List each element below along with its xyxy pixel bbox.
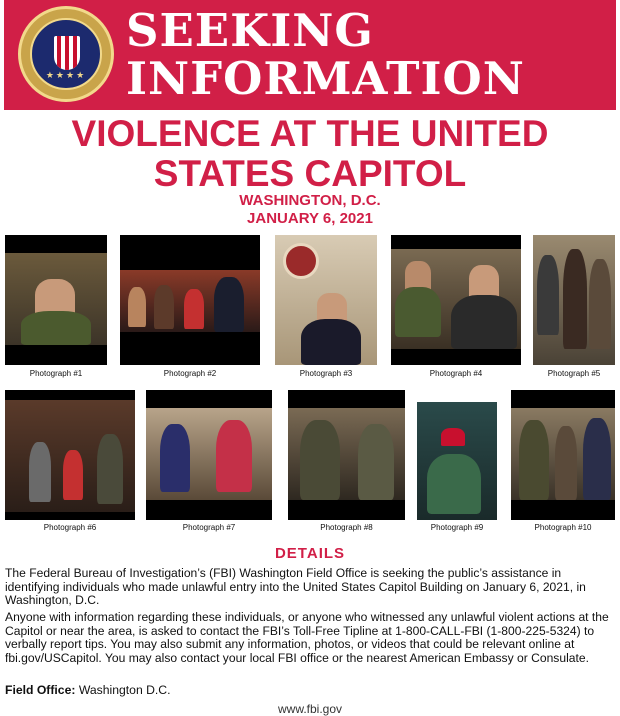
photograph-8 [288,390,405,520]
photo-caption: Photograph #7 [182,523,236,532]
field-office-label: Field Office: [5,683,76,697]
photograph-7 [146,390,272,520]
photograph-9 [417,402,497,520]
photograph-2 [120,235,260,365]
fbi-seal-icon: ★★★★ [18,6,114,102]
photograph-5 [533,235,615,365]
photo-caption: Photograph #9 [430,523,484,532]
photo-caption: Photograph #6 [43,523,97,532]
banner-title-line2: INFORMATION [126,52,525,105]
headline-line1: VIOLENCE AT THE UNITED [71,113,549,154]
photograph-6 [5,390,135,520]
photograph-3 [275,235,377,365]
details-heading: DETAILS [274,545,346,562]
photo-caption: Photograph #8 [320,523,373,532]
photo-caption: Photograph #2 [163,369,217,378]
date-text: JANUARY 6, 2021 [247,210,373,227]
photograph-1 [5,235,107,365]
field-office [5,683,171,697]
photo-caption: Photograph #4 [429,369,483,378]
details-paragraph-1: The Federal Bureau of Investigation’s (FBI) Washington Field Office is seeking the public’s assistance in identifying individuals who made unlawful entry into the United States Capitol Building on January 6, 2021, in Washington, D.C. [5,566,586,608]
details-paragraph-2: Anyone with information regarding these individuals, or anyone who witnessed any unlawful violent actions at the Capitol or near the area, is asked to contact the FBI’s Toll-Free Tipline at 1-800-CALL-FBI (1-800-225-5324) to verbally report tips. You may also submit any information, photos, or videos that could be relevant online at fbi.gov/USCapitol. You may also contact your local FBI office or the nearest American Embassy or Consulate. [5,610,609,665]
photo-caption: Photograph #10 [534,523,592,532]
photo-caption: Photograph #1 [29,369,83,378]
photograph-10 [511,390,615,520]
location-text: WASHINGTON, D.C. [239,192,381,209]
photo-caption: Photograph #5 [547,369,601,378]
footer-url[interactable]: www.fbi.gov [277,702,343,716]
headline-line2: STATES CAPITOL [153,153,467,194]
photograph-4 [391,235,521,365]
banner-title-line1: SEEKING [126,4,374,57]
photo-caption: Photograph #3 [299,369,353,378]
field-office-value: Washington D.C. [78,683,171,697]
header-banner [4,0,616,110]
